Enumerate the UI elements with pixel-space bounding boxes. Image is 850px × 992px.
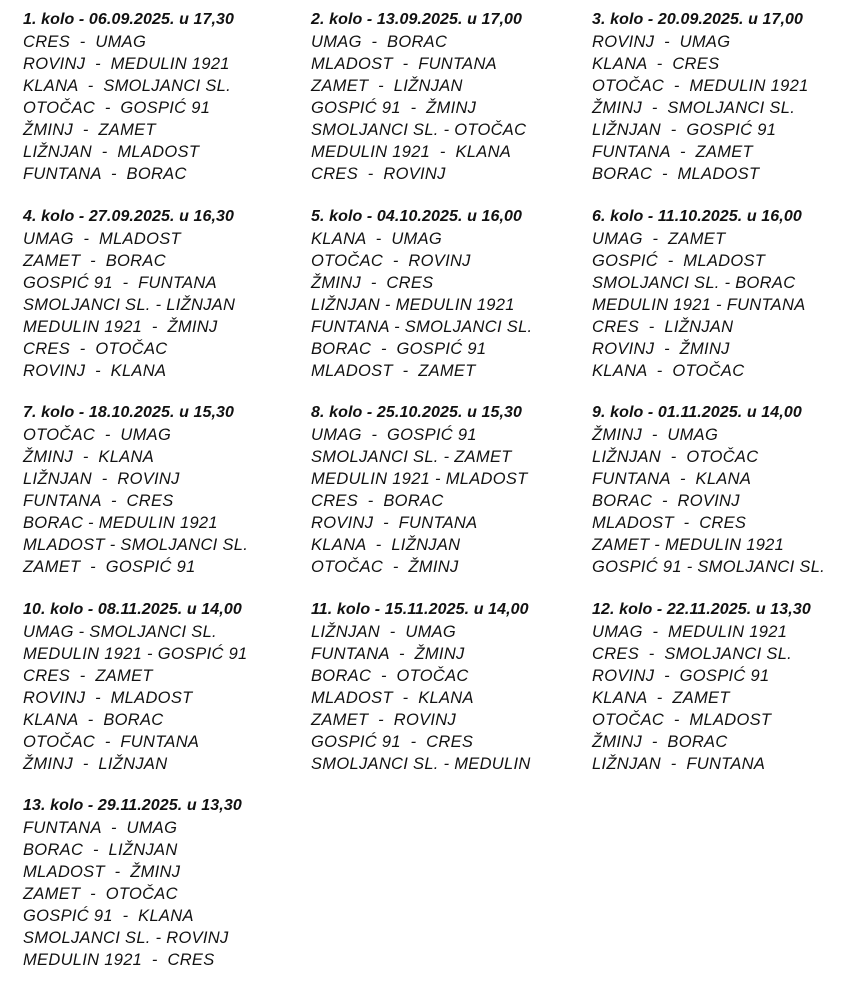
match-line: GOSPIĆ - MLADOST <box>592 252 766 270</box>
match-line: ROVINJ - UMAG <box>592 33 731 51</box>
round-4 <box>23 206 293 382</box>
match-line: MEDULIN 1921 - ŽMINJ <box>23 318 218 336</box>
match-line: LIŽNJAN - UMAG <box>311 623 457 641</box>
match-line: ZAMET - ROVINJ <box>311 711 457 729</box>
match-line: UMAG - GOSPIĆ 91 <box>311 426 477 444</box>
match-line: LIŽNJAN - ROVINJ <box>23 470 180 488</box>
match-line: MEDULIN 1921 - CRES <box>23 951 215 969</box>
match-line: LIŽNJAN - MLADOST <box>23 143 200 161</box>
match-line: MLADOST - SMOLJANCI SL. <box>23 536 249 554</box>
match-line: MLADOST - FUNTANA <box>311 55 497 73</box>
match-line: GOSPIĆ 91 - KLANA <box>23 907 194 925</box>
match-line: SMOLJANCI SL. - ZAMET <box>311 448 512 466</box>
match-line: ROVINJ - ŽMINJ <box>592 340 730 358</box>
round-11 <box>311 599 581 775</box>
match-line: BORAC - MLADOST <box>592 165 760 183</box>
match-line: GOSPIĆ 91 - FUNTANA <box>23 274 217 292</box>
match-line: BORAC - GOSPIĆ 91 <box>311 340 487 358</box>
match-line: ZAMET - BORAC <box>23 252 166 270</box>
round-title: 8. kolo - 25.10.2025. u 15,30 <box>311 404 523 421</box>
match-line: GOSPIĆ 91 - ŽMINJ <box>311 99 477 117</box>
round-title: 9. kolo - 01.11.2025. u 14,00 <box>592 404 802 421</box>
match-line: UMAG - ZAMET <box>592 230 726 248</box>
match-line: MEDULIN 1921 - GOSPIĆ 91 <box>23 645 248 663</box>
round-10 <box>23 599 293 775</box>
match-line: ROVINJ - MLADOST <box>23 689 193 707</box>
match-line: BORAC - LIŽNJAN <box>23 841 178 859</box>
match-line: MLADOST - CRES <box>592 514 747 532</box>
match-line: ROVINJ - GOSPIĆ 91 <box>592 667 770 685</box>
match-line: BORAC - ROVINJ <box>592 492 740 510</box>
match-line: OTOČAC - MLADOST <box>592 711 772 729</box>
match-line: MEDULIN 1921 - FUNTANA <box>592 296 806 314</box>
match-line: KLANA - BORAC <box>23 711 164 729</box>
match-line: SMOLJANCI SL. - LIŽNJAN <box>23 296 236 314</box>
match-line: SMOLJANCI SL. - ROVINJ <box>23 929 229 947</box>
match-line: CRES - OTOČAC <box>23 340 168 358</box>
match-line: LIŽNJAN - MEDULIN 1921 <box>311 296 515 314</box>
match-line: GOSPIĆ 91 - SMOLJANCI SL. <box>592 558 826 576</box>
match-line: FUNTANA - UMAG <box>23 819 178 837</box>
match-line: UMAG - SMOLJANCI SL. <box>23 623 217 641</box>
match-line: OTOČAC - GOSPIĆ 91 <box>23 99 211 117</box>
match-line: OTOČAC - FUNTANA <box>23 733 200 751</box>
match-line: ŽMINJ - LIŽNJAN <box>23 755 168 773</box>
match-line: CRES - SMOLJANCI SL. <box>592 645 793 663</box>
round-title: 11. kolo - 15.11.2025. u 14,00 <box>311 601 529 618</box>
match-line: CRES - LIŽNJAN <box>592 318 734 336</box>
match-line: SMOLJANCI SL. - OTOČAC <box>311 121 527 139</box>
match-line: ŽMINJ - UMAG <box>592 426 719 444</box>
match-line: OTOČAC - UMAG <box>23 426 172 444</box>
match-line: FUNTANA - CRES <box>23 492 174 510</box>
match-line: FUNTANA - ZAMET <box>592 143 753 161</box>
match-line: OTOČAC - ROVINJ <box>311 252 471 270</box>
match-line: KLANA - CRES <box>592 55 720 73</box>
match-line: ŽMINJ - BORAC <box>592 733 728 751</box>
match-line: SMOLJANCI SL. - MEDULIN <box>311 755 531 773</box>
round-title: 4. kolo - 27.09.2025. u 16,30 <box>23 208 235 225</box>
match-line: MEDULIN 1921 - KLANA <box>311 143 512 161</box>
round-title: 13. kolo - 29.11.2025. u 13,30 <box>23 797 242 814</box>
match-line: FUNTANA - KLANA <box>592 470 752 488</box>
round-12 <box>592 599 850 775</box>
match-line: ZAMET - MEDULIN 1921 <box>592 536 785 554</box>
match-line: MEDULIN 1921 - MLADOST <box>311 470 528 488</box>
match-line: ŽMINJ - ZAMET <box>23 121 156 139</box>
match-line: MLADOST - ŽMINJ <box>23 863 181 881</box>
match-line: FUNTANA - SMOLJANCI SL. <box>311 318 533 336</box>
round-title: 6. kolo - 11.10.2025. u 16,00 <box>592 208 802 225</box>
match-line: LIŽNJAN - FUNTANA <box>592 755 766 773</box>
match-line: KLANA - SMOLJANCI SL. <box>23 77 232 95</box>
round-13 <box>23 795 293 971</box>
match-line: BORAC - MEDULIN 1921 <box>23 514 218 532</box>
match-line: CRES - ROVINJ <box>311 165 446 183</box>
match-line: MLADOST - KLANA <box>311 689 474 707</box>
match-line: FUNTANA - ŽMINJ <box>311 645 465 663</box>
match-line: UMAG - BORAC <box>311 33 448 51</box>
match-line: UMAG - MEDULIN 1921 <box>592 623 788 641</box>
match-line: BORAC - OTOČAC <box>311 667 469 685</box>
match-line: CRES - UMAG <box>23 33 147 51</box>
match-line: FUNTANA - BORAC <box>23 165 187 183</box>
match-line: OTOČAC - ŽMINJ <box>311 558 459 576</box>
round-8 <box>311 402 581 578</box>
match-line: ROVINJ - MEDULIN 1921 <box>23 55 230 73</box>
match-line: KLANA - UMAG <box>311 230 443 248</box>
match-line: CRES - ZAMET <box>23 667 153 685</box>
round-title: 7. kolo - 18.10.2025. u 15,30 <box>23 404 235 421</box>
round-title: 3. kolo - 20.09.2025. u 17,00 <box>592 11 804 28</box>
match-line: ŽMINJ - CRES <box>311 274 434 292</box>
match-line: SMOLJANCI SL. - BORAC <box>592 274 796 292</box>
match-line: OTOČAC - MEDULIN 1921 <box>592 77 809 95</box>
match-line: ROVINJ - KLANA <box>23 362 167 380</box>
round-title: 12. kolo - 22.11.2025. u 13,30 <box>592 601 811 618</box>
round-6 <box>592 206 850 382</box>
round-3 <box>592 9 850 185</box>
match-line: ZAMET - LIŽNJAN <box>311 77 463 95</box>
round-5 <box>311 206 581 382</box>
match-line: LIŽNJAN - GOSPIĆ 91 <box>592 121 777 139</box>
round-1 <box>23 9 293 185</box>
match-line: ŽMINJ - KLANA <box>23 448 155 466</box>
match-line: ROVINJ - FUNTANA <box>311 514 478 532</box>
match-line: KLANA - LIŽNJAN <box>311 536 461 554</box>
match-line: KLANA - OTOČAC <box>592 362 745 380</box>
round-title: 2. kolo - 13.09.2025. u 17,00 <box>311 11 523 28</box>
match-line: CRES - BORAC <box>311 492 444 510</box>
round-title: 5. kolo - 04.10.2025. u 16,00 <box>311 208 523 225</box>
match-line: UMAG - MLADOST <box>23 230 181 248</box>
match-line: MLADOST - ZAMET <box>311 362 476 380</box>
round-title: 10. kolo - 08.11.2025. u 14,00 <box>23 601 242 618</box>
round-9 <box>592 402 850 578</box>
match-line: GOSPIĆ 91 - CRES <box>311 733 474 751</box>
match-line: ŽMINJ - SMOLJANCI SL. <box>592 99 796 117</box>
match-line: ZAMET - OTOČAC <box>23 885 178 903</box>
match-line: KLANA - ZAMET <box>592 689 730 707</box>
round-title: 1. kolo - 06.09.2025. u 17,30 <box>23 11 235 28</box>
match-line: ZAMET - GOSPIĆ 91 <box>23 558 196 576</box>
round-7 <box>23 402 293 578</box>
match-line: LIŽNJAN - OTOČAC <box>592 448 759 466</box>
round-2 <box>311 9 581 185</box>
